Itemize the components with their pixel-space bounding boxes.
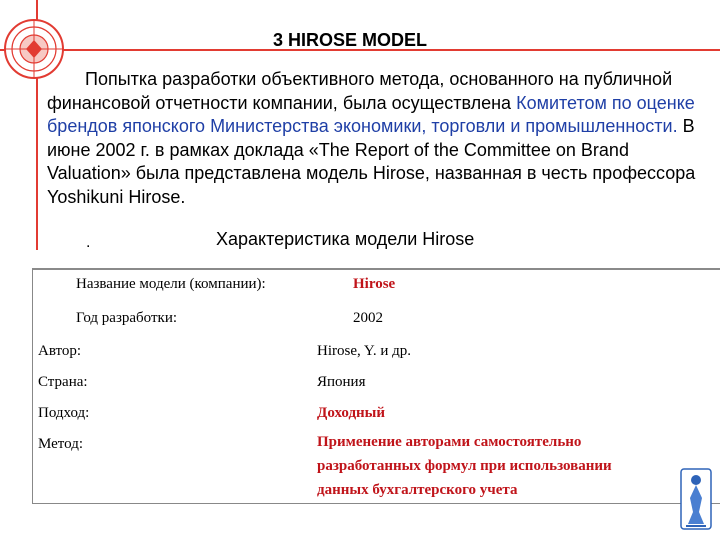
bullet-dot: . xyxy=(86,234,91,251)
intro-text-part1: Попытка разработки объективного метода, основанного на публичной финансовой отчетности компании, была осуществлена xyxy=(47,69,673,113)
seal-emblem-icon xyxy=(680,468,712,530)
row-label-method: Метод: xyxy=(38,436,84,452)
row-value-year: 2002 xyxy=(353,310,383,326)
intro-highlight: Комитетом по оценке брендов японского Министерства экономики, торговли и промышленности. xyxy=(47,92,695,136)
table-caption: Характеристика модели Hirose xyxy=(216,229,475,249)
model-characteristics-table xyxy=(32,268,720,504)
row-value-country: Япония xyxy=(317,374,366,390)
intro-paragraph xyxy=(47,68,707,209)
page-title: 3 HIROSE MODEL xyxy=(272,30,428,50)
method-line-2: разработанных формул при использовании xyxy=(317,458,612,474)
row-value-model-name: Hirose xyxy=(353,276,396,292)
intro-text-part2: В июне 2002 г. в рамках доклада «The Report of the Committee on Brand Valuation» была представлена модель Hirose, названная в честь профессора Yoshikuni Hirose. xyxy=(47,116,696,207)
row-label-model-name: Название модели (компании): xyxy=(76,276,266,292)
method-line-1: Применение авторами самостоятельно xyxy=(317,434,582,450)
row-value-approach: Доходный xyxy=(317,405,386,421)
row-label-approach: Подход: xyxy=(38,405,90,421)
row-value-method xyxy=(317,430,612,502)
row-label-author: Автор: xyxy=(38,343,82,359)
row-label-year: Год разработки: xyxy=(76,310,178,326)
row-label-country: Страна: xyxy=(38,374,88,390)
method-line-3: данных бухгалтерского учета xyxy=(317,482,518,498)
row-value-author: Hirose, Y. и др. xyxy=(317,343,411,359)
